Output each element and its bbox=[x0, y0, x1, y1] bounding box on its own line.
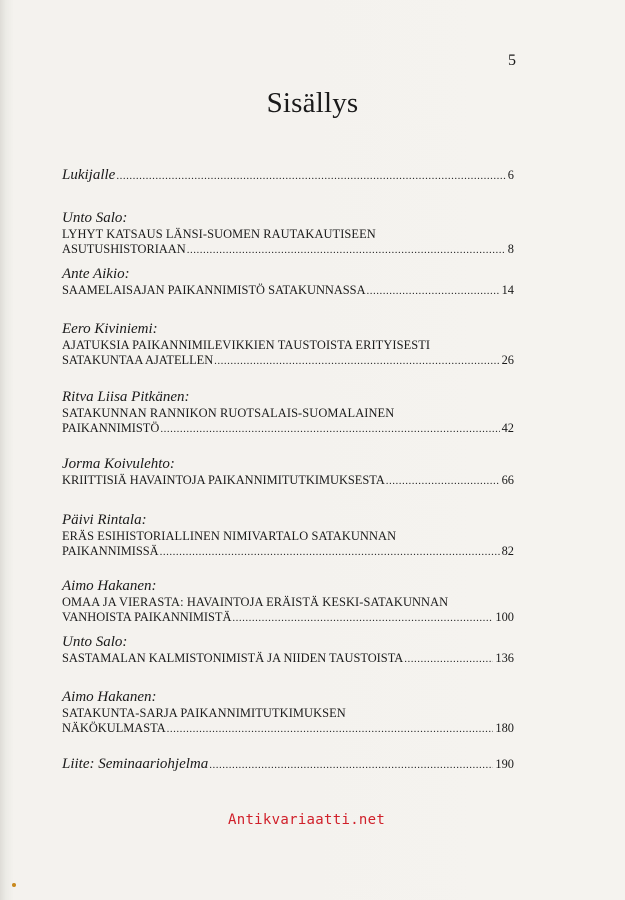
entry-author: Jorma Koivulehto: bbox=[62, 456, 175, 472]
entry-author: Eero Kiviniemi: bbox=[62, 321, 158, 337]
entry-author: Ritva Liisa Pitkänen: bbox=[62, 389, 190, 405]
toc-entry bbox=[62, 512, 514, 559]
entry-page-number: 136 bbox=[495, 651, 514, 665]
entry-title-line: VANHOISTA PAIKANNIMISTÄ bbox=[62, 610, 232, 624]
dot-leader bbox=[160, 422, 499, 437]
entry-title-line: KRIITTISIÄ HAVAINTOJA PAIKANNIMITUTKIMUKSESTA bbox=[62, 473, 385, 487]
entry-title-line: LYHYT KATSAUS LÄNSI-SUOMEN RAUTAKAUTISEEN bbox=[62, 227, 376, 241]
toc-row bbox=[62, 421, 514, 436]
toc-row bbox=[62, 651, 514, 666]
entry-page-number: 82 bbox=[501, 544, 514, 558]
entry-author: Unto Salo: bbox=[62, 210, 128, 226]
toc-entry bbox=[62, 634, 514, 666]
dot-leader bbox=[367, 284, 500, 299]
entry-author: Päivi Rintala: bbox=[62, 512, 147, 528]
toc-entry bbox=[62, 321, 514, 368]
toc-entry bbox=[62, 166, 514, 184]
entry-author: Aimo Hakanen: bbox=[62, 578, 157, 594]
dot-leader bbox=[232, 611, 493, 626]
entry-title-line: PAIKANNIMISSÄ bbox=[62, 544, 159, 558]
dot-leader bbox=[116, 167, 505, 185]
toc-row bbox=[62, 283, 514, 298]
dot-leader bbox=[214, 354, 499, 369]
dot-leader bbox=[386, 474, 500, 489]
toc-row bbox=[62, 721, 514, 736]
entry-page-number: 26 bbox=[501, 353, 514, 367]
dot-leader bbox=[160, 545, 500, 560]
entry-page-number: 190 bbox=[495, 757, 514, 771]
toc-row bbox=[62, 544, 514, 559]
entry-page-number: 42 bbox=[501, 421, 514, 435]
entry-title-line: ASUTUSHISTORIAAN bbox=[62, 242, 186, 256]
dot-leader bbox=[187, 243, 506, 258]
toc-row bbox=[62, 610, 514, 625]
toc-entry bbox=[62, 689, 514, 736]
toc-row bbox=[62, 755, 514, 773]
dot-leader bbox=[404, 652, 493, 667]
toc-row bbox=[62, 242, 514, 257]
entry-page-number: 180 bbox=[495, 721, 514, 735]
toc-row bbox=[62, 473, 514, 488]
entry-title-line: AJATUKSIA PAIKANNIMILEVIKKIEN TAUSTOISTA ERITYISESTI bbox=[62, 338, 431, 352]
dot-leader bbox=[167, 722, 494, 737]
entry-title-line: SATAKUNTAA AJATELLEN bbox=[62, 353, 214, 367]
entry-page-number: 100 bbox=[495, 610, 514, 624]
toc-entry bbox=[62, 266, 514, 298]
entry-title-line: ERÄS ESIHISTORIALLINEN NIMIVARTALO SATAKUNNAN bbox=[62, 529, 397, 543]
entry-title-line: NÄKÖKULMASTA bbox=[62, 721, 166, 735]
entry-title-line: SATAKUNNAN RANNIKON RUOTSALAIS-SUOMALAINEN bbox=[62, 406, 395, 420]
toc-entry bbox=[62, 755, 514, 773]
page-mark bbox=[12, 883, 16, 887]
toc-entry bbox=[62, 456, 514, 488]
entry-title-line: SAAMELAISAJAN PAIKANNIMISTÖ SATAKUNNASSA bbox=[62, 283, 366, 297]
toc-entry bbox=[62, 389, 514, 436]
dot-leader bbox=[209, 756, 493, 774]
toc-entry bbox=[62, 210, 514, 257]
entry-page-number: 66 bbox=[501, 473, 514, 487]
toc-entry bbox=[62, 578, 514, 625]
page-number: 5 bbox=[508, 52, 516, 69]
entry-page-number: 14 bbox=[501, 283, 514, 297]
watermark-text: Antikvariaatti.net bbox=[228, 812, 386, 828]
entry-title-line: OMAA JA VIERASTA: HAVAINTOJA ERÄISTÄ KESKI-SATAKUNNAN bbox=[62, 595, 449, 609]
entry-author: Ante Aikio: bbox=[62, 266, 130, 282]
entry-title-line: SATAKUNTA-SARJA PAIKANNIMITUTKIMUKSEN bbox=[62, 706, 346, 720]
toc-row bbox=[62, 353, 514, 368]
entry-page-number: 6 bbox=[507, 168, 514, 182]
entry-author: Aimo Hakanen: bbox=[62, 689, 157, 705]
entry-title-italic: Liite: Seminaariohjelma bbox=[62, 756, 209, 772]
entry-page-number: 8 bbox=[507, 242, 514, 256]
toc-row bbox=[62, 166, 514, 184]
entry-title-line: SASTAMALAN KALMISTONIMISTÄ JA NIIDEN TAUSTOISTA bbox=[62, 651, 404, 665]
entry-title-italic: Lukijalle bbox=[62, 167, 116, 183]
page-title: Sisällys bbox=[266, 87, 359, 119]
entry-author: Unto Salo: bbox=[62, 634, 128, 650]
entry-title-line: PAIKANNIMISTÖ bbox=[62, 421, 160, 435]
